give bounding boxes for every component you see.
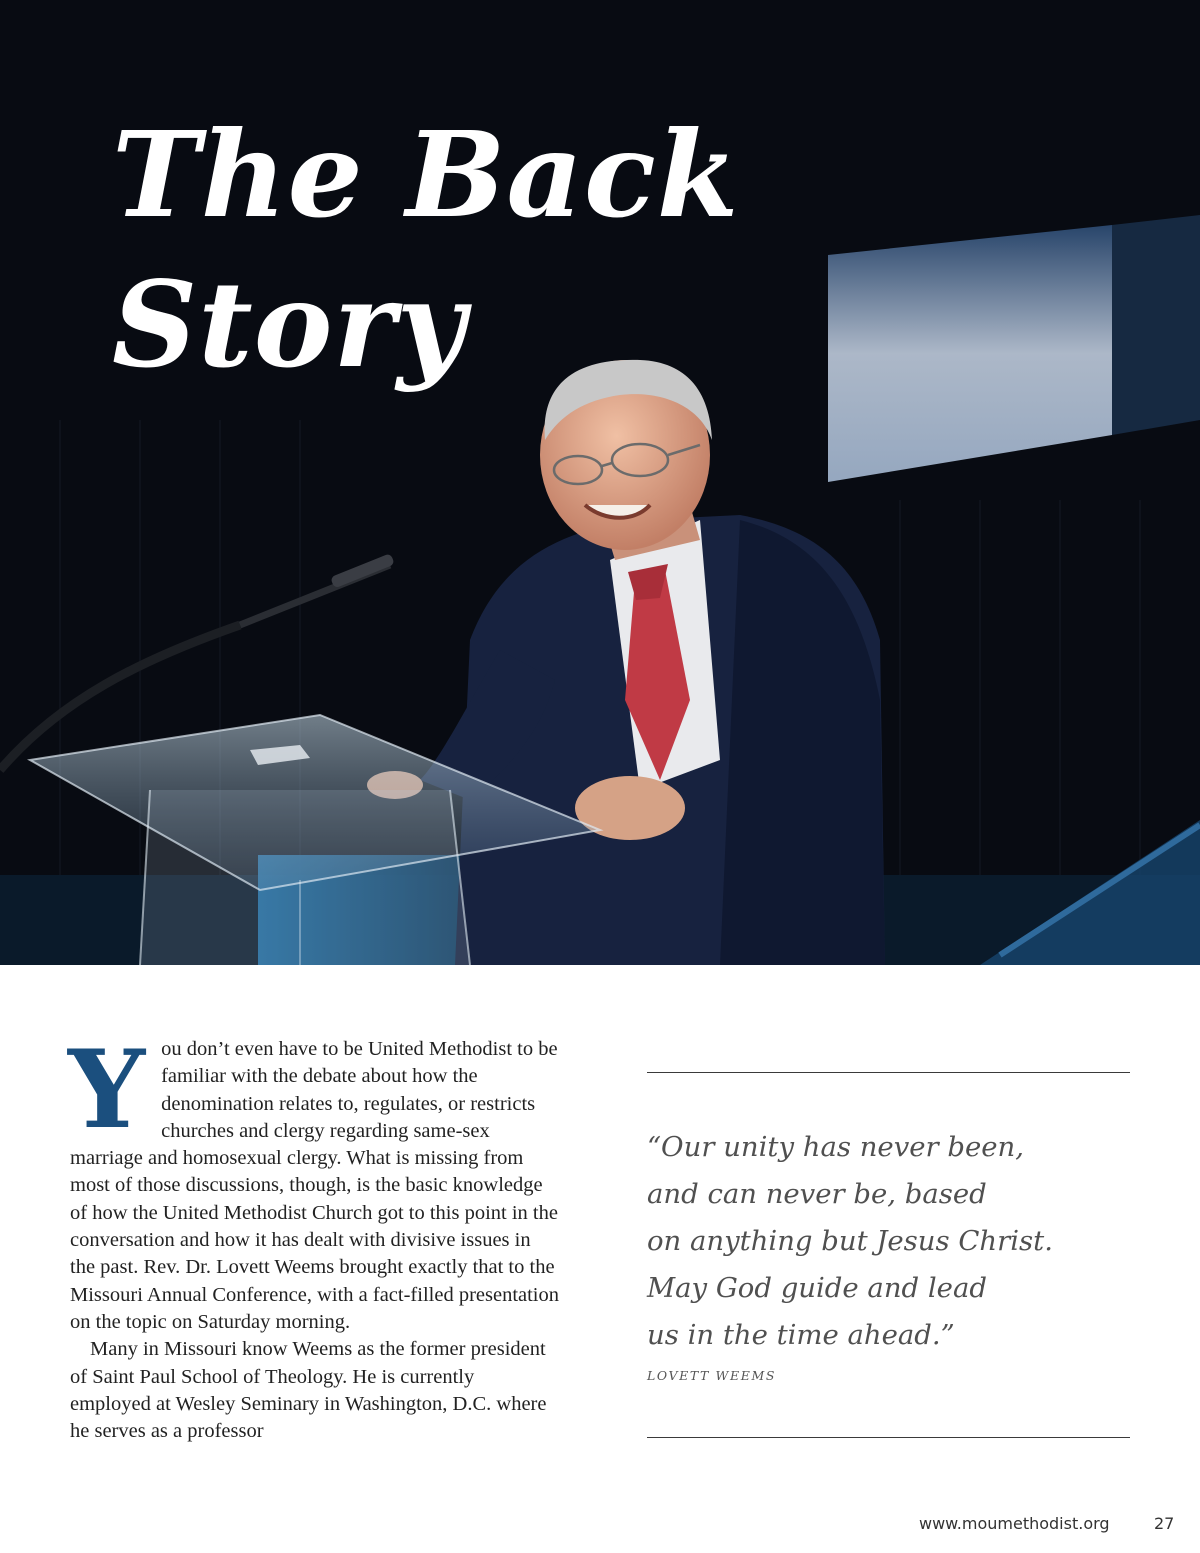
headline-line-2: Story [112,255,467,394]
article-paragraph-2: Many in Missouri know Weems as the former president of Saint Paul School of Theology. He is currently employed at Wesley Seminary in Washington, D.C. where he serves as a professor [70,1338,547,1443]
pull-quote [647,1072,1130,1438]
dropcap-letter: Y [68,1027,146,1153]
headline-line-1: The Back [112,105,740,244]
article-body [68,1027,560,1445]
pull-quote-text: “Our unity has never been, and can never be, based on anything but Jesus Christ. May God guide and lead us in the time ahead.” [647,1131,1053,1351]
headline [112,100,740,400]
page-number: 27 [1154,1514,1175,1533]
pull-quote-attribution: LOVETT WEEMS [647,1368,777,1383]
article-paragraph-1 [68,1027,560,1336]
footer-website: www.moumethodist.org [919,1514,1110,1533]
article-paragraph-1-text: ou don’t even have to be United Methodist to be familiar with the debate about how the denomination relates to, regulates, or restricts churches and clergy regarding same-sex marriage and homosexual clergy. What is missing from most of those discussions, though, is the basic knowledge of how the United Methodist Church got to this point in the conversation and how it has dealt with divisive issues in the past. Rev. Dr. Lovett Weems brought exactly that to the Missouri Annual Conference, with a fact-filled presentation on the topic on Saturday morning. [70,1038,560,1333]
